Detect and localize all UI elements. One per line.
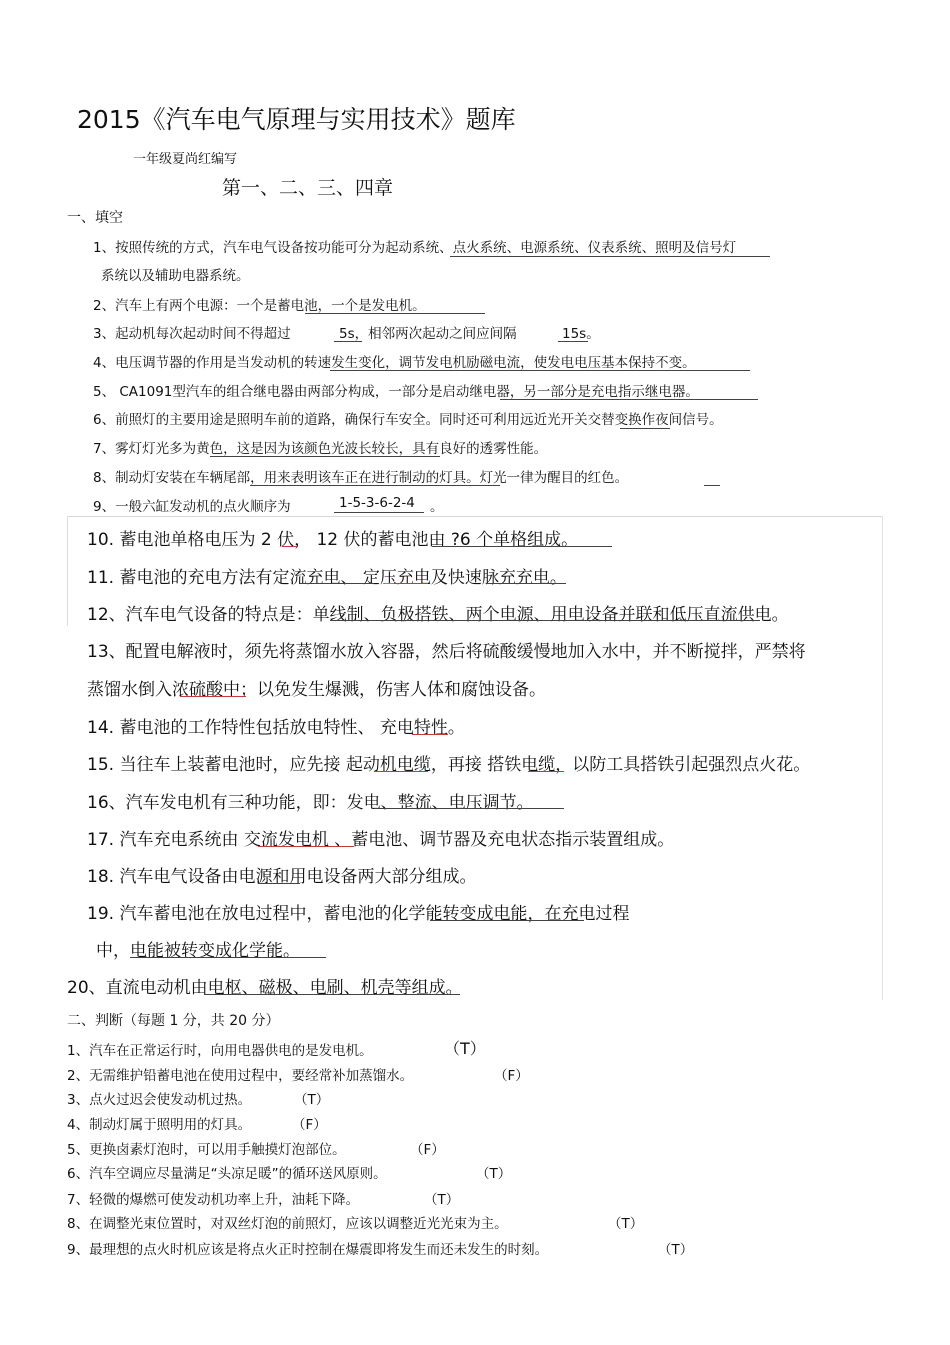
chapter-heading: 第一、二、三、四章 — [222, 177, 394, 199]
question-17: 17. 汽车充电系统由 交流发电机 、蓄电池、调节器及充电状态指示装置组成。 — [87, 830, 675, 850]
question-2: 2、汽车上有两个电源：一个是蓄电池，一个是发电机。 — [93, 298, 426, 314]
question-1-line-1: 1、按照传统的方式，汽车电气设备按功能可分为起动系统、点火系统、电源系统、仪表系统、照明及信号灯 — [93, 240, 737, 256]
question-9-part-1: 9、一般六缸发动机的点火顺序为 — [93, 499, 291, 515]
question-3-part-1: 3、起动机每次起动时间不得超过 — [93, 326, 291, 342]
section-heading-fill-blank: 一、填空 — [67, 210, 123, 226]
judge-answer-4: （F） — [292, 1117, 327, 1133]
question-15: 15. 当往车上装蓄电池时，应先接 起动机电缆，再接 搭铁电缆，以防工具搭铁引起强烈点火花。 — [87, 755, 811, 775]
section-heading-true-false: 二、判断（每题 1 分，共 20 分） — [67, 1013, 280, 1029]
judge-answer-3: （T） — [294, 1092, 330, 1108]
judge-answer-7: （T） — [424, 1192, 460, 1208]
question-19-line-2: 中，电能被转变成化学能。 — [96, 941, 300, 961]
judge-question-5: 5、更换卤素灯泡时，可以用手触摸灯泡部位。 — [67, 1142, 346, 1158]
question-10: 10. 蓄电池单格电压为 2 伏， 12 伏的蓄电池由 ?6 个单格组成。 — [87, 530, 579, 550]
judge-question-8: 8、在调整光束位置时，对双丝灯泡的前照灯，应该以调整近光光束为主。 — [67, 1216, 508, 1232]
question-3-part-2: 5s，相邻两次起动之间应间隔 — [339, 326, 517, 342]
question-14: 14. 蓄电池的工作特性包括放电特性、 充电特性。 — [87, 718, 465, 738]
question-11: 11. 蓄电池的充电方法有定流充电、 定压充电及快速脉充充电。 — [87, 568, 567, 588]
question-16: 16、汽车发电机有三种功能，即：发电、整流、电压调节。 — [87, 793, 534, 813]
question-9-answer: 1-5-3-6-2-4 — [339, 495, 415, 511]
question-8: 8、制动灯安装在车辆尾部，用来表明该车正在进行制动的灯具。灯光一律为醒目的红色。 — [93, 470, 629, 486]
question-20: 20、直流电动机由电枢、磁极、电刷、机壳等组成。 — [67, 978, 463, 998]
judge-question-4: 4、制动灯属于照明用的灯具。 — [67, 1117, 252, 1133]
question-1-line-2: 系统以及辅助电器系统。 — [101, 268, 250, 284]
question-6: 6、前照灯的主要用途是照明车前的道路，确保行车安全。同时还可利用远近光开关交替变换作夜间信号。 — [93, 412, 723, 428]
page-title: 2015《汽车电气原理与实用技术》题库 — [77, 105, 516, 134]
question-9-part-3: 。 — [430, 499, 444, 515]
judge-question-7: 7、轻微的爆燃可使发动机功率上升，油耗下降。 — [67, 1192, 360, 1208]
judge-answer-2: （F） — [494, 1068, 529, 1084]
question-19-line-1: 19. 汽车蓄电池在放电过程中，蓄电池的化学能转变成电能，在充电过程 — [87, 904, 630, 924]
judge-answer-8: （T） — [608, 1216, 644, 1232]
question-7: 7、雾灯灯光多为黄色，这是因为该颜色光波长较长，具有良好的透雾性能。 — [93, 441, 548, 457]
judge-answer-1: （T） — [444, 1039, 486, 1058]
judge-answer-9: （T） — [658, 1242, 694, 1258]
question-13-line-1: 13、配置电解液时，须先将蒸馏水放入容器，然后将硫酸缓慢地加入水中，并不断搅拌，严禁将 — [87, 642, 806, 662]
judge-question-3: 3、点火过迟会使发动机过热。 — [67, 1092, 252, 1108]
judge-answer-6: （T） — [476, 1166, 512, 1182]
question-5: 5、 CA1091型汽车的组合继电器由两部分构成，一部分是启动继电器，另一部分是充电指示继电器。 — [93, 384, 699, 400]
judge-question-2: 2、无需维护铅蓄电池在使用过程中，要经常补加蒸馏水。 — [67, 1068, 414, 1084]
question-13-line-2: 蒸馏水倒入浓硫酸中；以免发生爆溅，伤害人体和腐蚀设备。 — [87, 680, 546, 700]
judge-question-9: 9、最理想的点火时机应该是将点火正时控制在爆震即将发生而还未发生的时刻。 — [67, 1242, 549, 1258]
question-4: 4、电压调节器的作用是当发动机的转速发生变化，调节发电机励磁电流，使发电电压基本保持不变。 — [93, 355, 696, 371]
question-18: 18. 汽车电气设备由电源和用电设备两大部分组成。 — [87, 867, 477, 887]
judge-answer-5: （F） — [410, 1142, 445, 1158]
judge-question-6: 6、汽车空调应尽量满足“头凉足暖”的循环送风原则。 — [67, 1166, 387, 1182]
author-line: 一年级夏尚红编写 — [133, 152, 238, 167]
question-12: 12、汽车电气设备的特点是：单线制、负极搭铁、两个电源、用电设备并联和低压直流供电。 — [87, 605, 789, 625]
question-3-part-3: 15s。 — [562, 326, 600, 342]
judge-question-1: 1、汽车在正常运行时，向用电器供电的是发电机。 — [67, 1043, 373, 1059]
